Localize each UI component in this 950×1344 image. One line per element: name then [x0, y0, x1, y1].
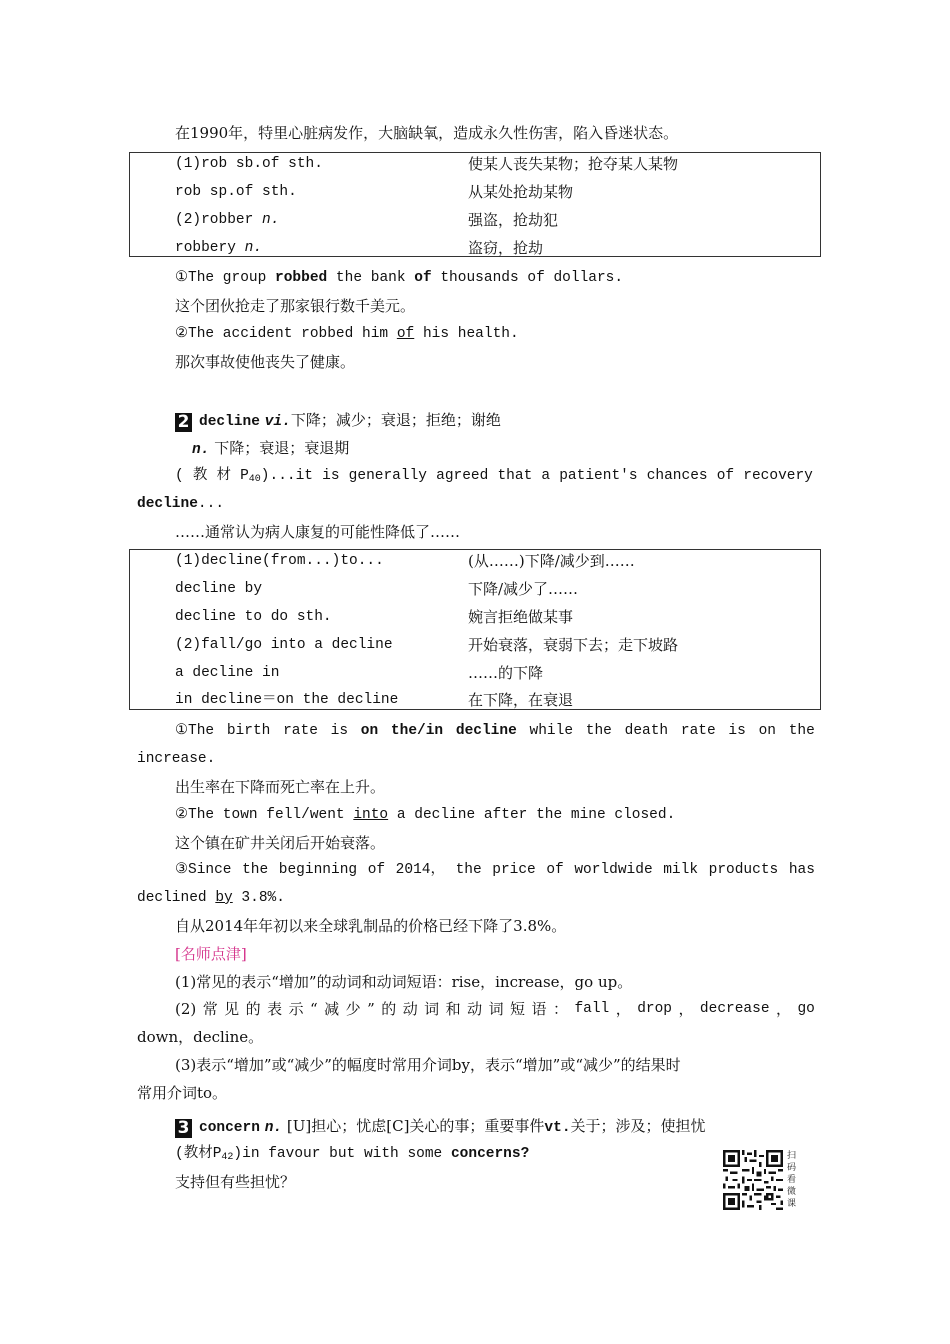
textbook-translation: 支持但有些担忧？ [175, 1173, 296, 1191]
phrase-en: (1)rob sb.of sth. [175, 156, 323, 172]
table-row [130, 663, 820, 691]
table-row [130, 607, 820, 635]
rob-phrase-table [129, 152, 821, 257]
example-translation: 自从2014年年初以来全球乳制品的价格已经下降了3.8%。 [175, 917, 567, 935]
phrase-zh: 开始衰落，衰弱下去；走下坡路 [468, 636, 679, 654]
qr-label: 扫码看微课 [787, 1151, 797, 1209]
phrase-zh: (从……)下降/减少到…… [468, 552, 635, 570]
phrase-en: robbery n. [175, 240, 263, 256]
tip-text: (3)表示“增加”或“减少”的幅度时常用介词by，表示“增加”或“减少”的结果时 [175, 1056, 681, 1074]
phrase-en: (2)fall/go into a decline [175, 637, 393, 653]
decline-noun-def: n. 下降；衰退；衰退期 [192, 439, 350, 458]
phrase-zh: 从某处抢劫某物 [468, 183, 574, 201]
table-row [130, 690, 820, 718]
example-sentence-cont: declined by 3.8%. [137, 890, 285, 906]
example-translation: 这个镇在矿井关闭后开始衰落。 [175, 834, 386, 852]
example-translation: 出生率在下降而死亡率在上升。 [175, 778, 386, 796]
textbook-source-cont: decline... [137, 496, 225, 512]
phrase-en: (2)robber n. [175, 212, 280, 228]
example-sentence: ①The birth rate is on the/in decline while the death rate is on the [175, 723, 815, 739]
phrase-en: decline by [175, 581, 263, 597]
example-sentence-cont: increase. [137, 751, 216, 767]
phrase-en: rob sp.of sth. [175, 184, 297, 200]
entry-number-badge: 2 [175, 413, 192, 432]
example-sentence: ②The town fell/went into a decline after the mine closed. [175, 807, 676, 823]
tip-text: (1)常见的表示“增加”的动词和动词短语：rise，increase，go up。 [175, 973, 633, 991]
phrase-zh: 下降/减少了…… [468, 580, 579, 598]
phrase-zh: 在下降，在衰退 [468, 691, 574, 709]
phrase-en: a decline in [175, 665, 280, 681]
intro-sentence: 在1990年，特里心脏病发作，大脑缺氧，造成永久性伤害，陷入昏迷状态。 [175, 124, 679, 142]
table-row [130, 154, 820, 182]
example-sentence: ③Since the beginning of 2014， the price of worldwide milk products has [175, 862, 815, 878]
concern-headword: 3 concern n. [U]担心；忧虑[C]关心的事；重要事件vt.关于；涉及；使担忧 [175, 1116, 706, 1138]
decline-headword: 2 decline vi.下降；减少；衰退；拒绝；谢绝 [175, 410, 501, 432]
entry-number-badge: 3 [175, 1119, 192, 1138]
phrase-zh: ……的下降 [468, 664, 544, 682]
phrase-zh: 盗窃，抢劫 [468, 239, 544, 257]
table-row [130, 238, 820, 266]
decline-phrase-table [129, 549, 821, 710]
table-row [130, 635, 820, 663]
phrase-zh: 婉言拒绝做某事 [468, 608, 574, 626]
textbook-translation: ……通常认为病人康复的可能性降低了…… [175, 523, 461, 541]
table-row [130, 182, 820, 210]
phrase-zh: 使某人丧失某物；抢夺某人某物 [468, 155, 679, 173]
phrase-zh: 强盗，抢劫犯 [468, 211, 559, 229]
phrase-en: (1)decline(from...)to... [175, 553, 384, 569]
table-row [130, 210, 820, 238]
example-sentence: ①The group robbed the bank of thousands of dollars. [175, 270, 624, 286]
tip-title: [名师点津] [175, 945, 247, 963]
textbook-source: ( 教 材 $P_{40})...it$ is generally agreed that a patient's chances of recovery [175, 468, 813, 485]
phrase-en: in decline＝on the decline [175, 692, 399, 708]
tip-text-cont: 常用介词to。 [137, 1084, 228, 1102]
table-row [130, 551, 820, 579]
table-row [130, 579, 820, 607]
tip-text: (2) 常 见 的 表 示 “ 减 少 ” 的 动 词 和 动 词 短 语 ： fall ， drop ， decrease ， go [175, 1000, 815, 1018]
qr-code-icon[interactable] [723, 1150, 783, 1210]
textbook-source: (教材$P_{42})in$ favour but with some concerns? [175, 1146, 530, 1163]
example-sentence: ②The accident robbed him of his health. [175, 326, 519, 342]
tip-text-cont: down，decline。 [137, 1028, 264, 1046]
example-translation: 这个团伙抢走了那家银行数千美元。 [175, 297, 416, 315]
example-translation: 那次事故使他丧失了健康。 [175, 353, 356, 371]
phrase-en: decline to do sth. [175, 609, 332, 625]
